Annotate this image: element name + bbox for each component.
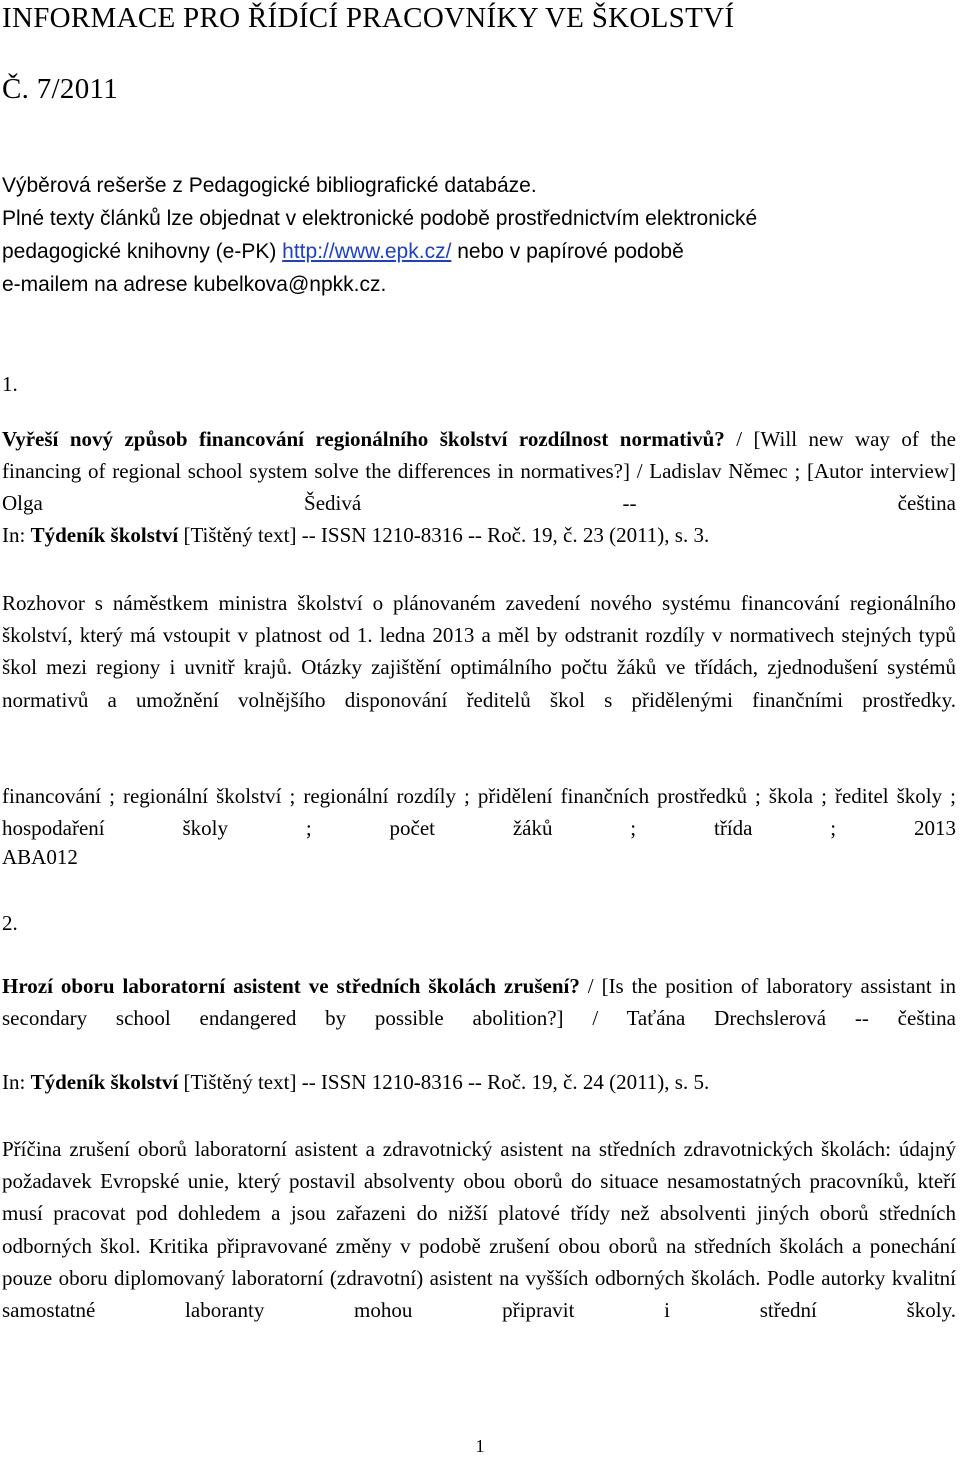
record-2-abstract: Příčina zrušení oborů laboratorní asistent a zdravotnický asistent na středních zdravotnických školách: údajný požadavek Evropské unie, který postavil absolventy obou oborů do situace nesamostatných pracovníků, kteří musí pracovat pod dohledem a jsou zařazeni do nižší platové třídy než absolventi jiných oborů středních odborných škol. Kritika připravované změny v podobě zrušení obou oborů na středních školách a ponechání pouze oboru diplomovaný laboratorní (zdravotní) asistent na vyšších odborných školách. Podle autorky kvalitní samostatné laboranty mohou připravit i střední školy. (2, 1137, 956, 1323)
record-1-source-prefix: In: (2, 523, 31, 547)
record-1-abstract: Rozhovor s náměstkem ministra školství o plánovaném zavedení nového systému financování regionálního školství, který má vstoupit v platnost od 1. ledna 2013 a měl by odstranit rozdíly v normativech stejných typů škol mezi regiony i uvnitř krajů. Otázky zajištění optimálního počtu žáků ve třídách, zjednodušení systémů normativů a umožnění volnějšího disponování ředitelů škol s přidělenými finančními prostředky. (2, 591, 956, 712)
record-1-keywords: financování ; regionální školství ; regionální rozdíly ; přidělení finančních prostředků ; škola ; ředitel školy ; hospodaření školy ; počet žáků ; třída ; 2013 (2, 784, 956, 841)
document-title: INFORMACE PRO ŘÍDÍCÍ PRACOVNÍKY VE ŠKOLSTVÍ (2, 2, 735, 34)
intro-line-3-prefix: pedagogické knihovny (e-PK) (2, 240, 283, 263)
record-1-journal: Týdeník školství (30, 523, 179, 547)
intro-line-1: Výběrová rešerše z Pedagogické bibliografické databáze. (2, 174, 537, 197)
intro-line-2: Plné texty článků lze objednat v elektronické podobě prostřednictvím elektronické (2, 207, 758, 230)
record-1-title-rest: / [Will new way of the financing of regional school system solve the differences in normatives?] / Ladislav Němec ; [Autor interview] Olga Šedivá -- čeština (2, 427, 956, 516)
intro-line-4: e-mailem na adrese kubelkova@npkk.cz. (2, 273, 387, 296)
record-2-number: 2. (2, 911, 18, 935)
record-2-title-rest: / [Is the position of laboratory assistant in secondary school endangered by possible abolition?] / Taťána Drechslerová -- čeština (2, 974, 956, 1031)
record-1-title-main: Vyřeší nový způsob financování regionálního školství rozdílnost normativů? (2, 427, 725, 451)
record-1-source-rest: [Tištěný text] -- ISSN 1210-8316 -- Roč. 19, č. 23 (2011), s. 3. (178, 523, 710, 547)
page-number: 1 (475, 1436, 485, 1456)
record-2-source-prefix: In: (2, 1070, 31, 1094)
epk-link[interactable]: http://www.epk.cz/ (282, 240, 452, 263)
record-1-code: ABA012 (2, 845, 78, 869)
record-2-source-rest: [Tištěný text] -- ISSN 1210-8316 -- Roč. 19, č. 24 (2011), s. 5. (178, 1070, 710, 1094)
record-2-journal: Týdeník školství (30, 1070, 179, 1094)
record-2-source (2, 1066, 956, 1098)
record-2-title-main: Hrozí oboru laboratorní asistent ve středních školách zrušení? (2, 974, 580, 998)
record-1-source (2, 519, 956, 551)
issue-number: Č. 7/2011 (2, 73, 119, 105)
record-2-title (2, 970, 956, 1067)
record-1-number: 1. (2, 372, 18, 396)
intro-line-3-suffix: nebo v papírové podobě (451, 240, 684, 263)
intro-line-3 (2, 240, 684, 264)
